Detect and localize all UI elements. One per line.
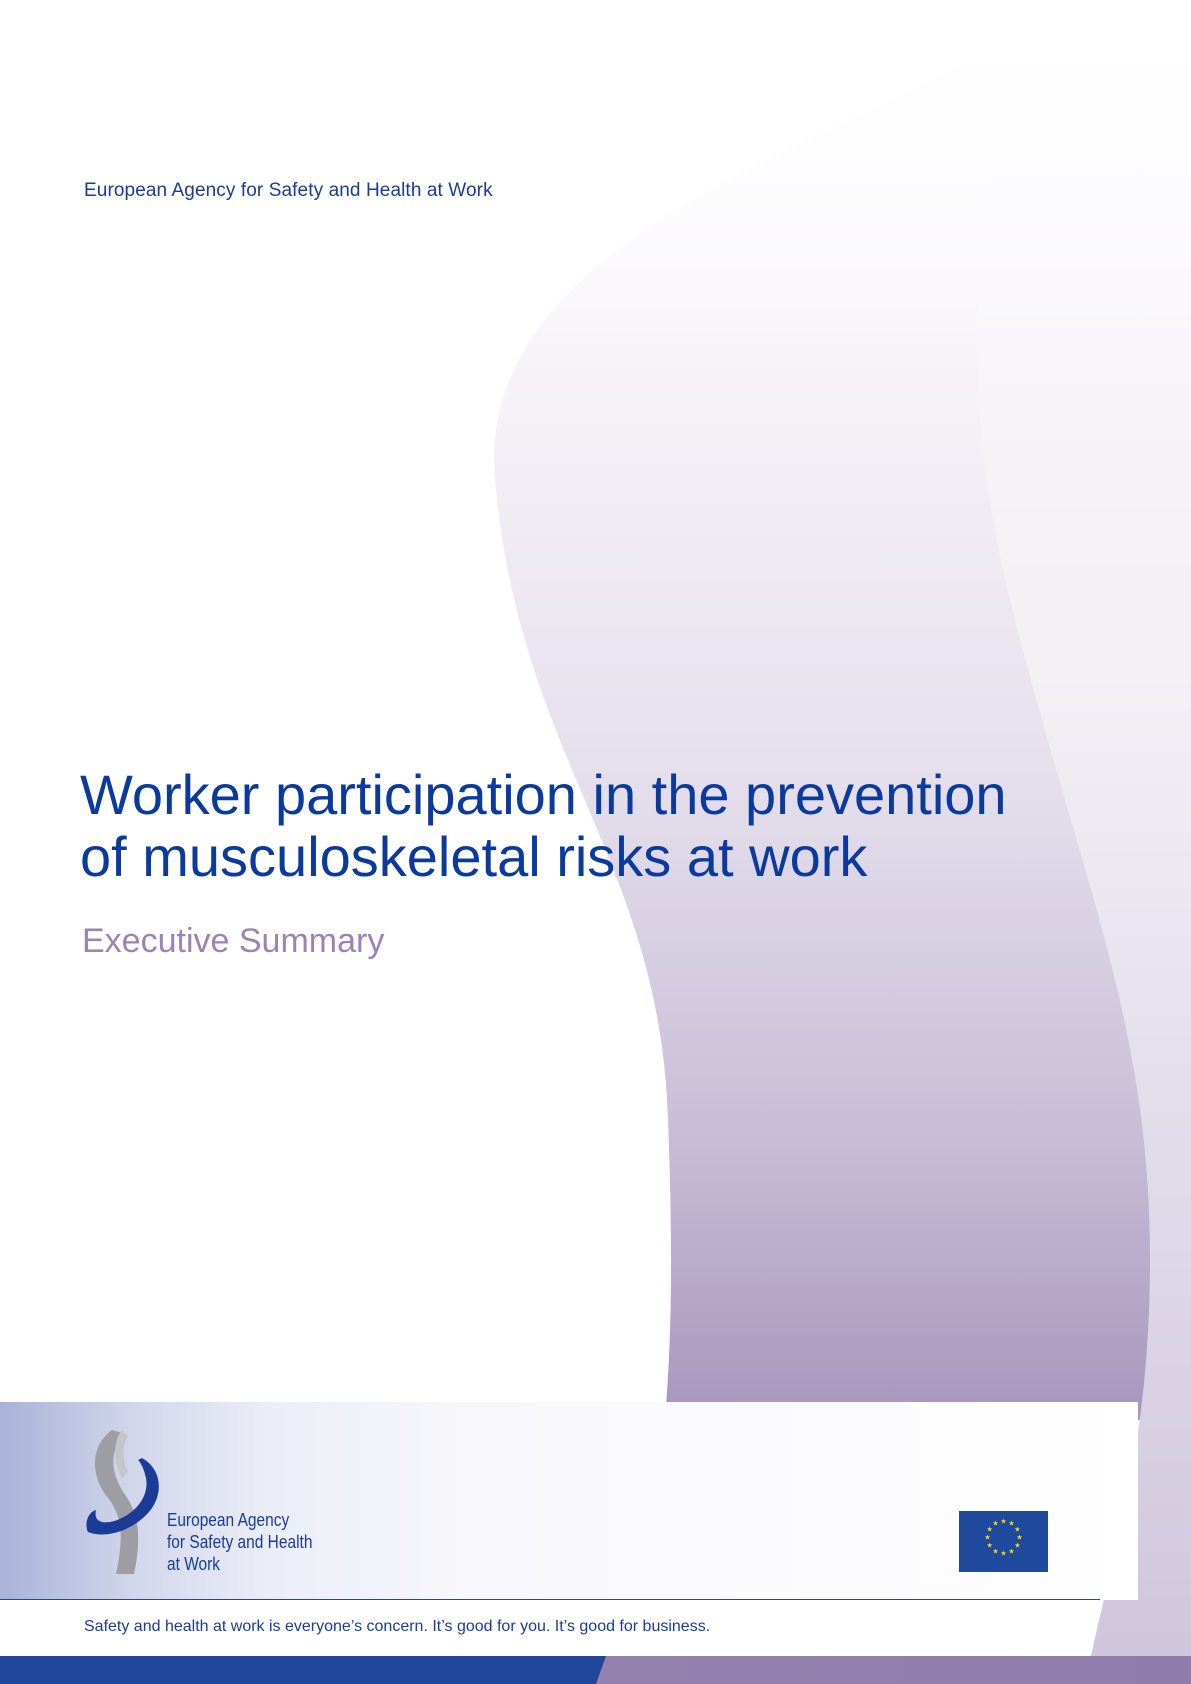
document-title-line-2: of musculoskeletal risks at work — [80, 825, 868, 888]
osha-logo-icon — [82, 1428, 168, 1576]
svg-text:★: ★ — [992, 1519, 999, 1528]
svg-text:★: ★ — [1016, 1533, 1023, 1542]
agency-header: European Agency for Safety and Health at Work — [84, 180, 493, 201]
document-title-line-1: Worker participation in the prevention — [80, 763, 1007, 826]
svg-text:★: ★ — [1008, 1547, 1015, 1556]
logo-text-line-3: at Work — [167, 1554, 221, 1574]
svg-text:★: ★ — [986, 1525, 993, 1534]
svg-text:★: ★ — [992, 1547, 999, 1556]
document-title — [80, 764, 1060, 888]
eu-flag-icon — [959, 1511, 1048, 1572]
footer-divider — [0, 1599, 1100, 1600]
svg-text:★: ★ — [1008, 1519, 1015, 1528]
svg-text:★: ★ — [1014, 1541, 1021, 1550]
document-subtitle: Executive Summary — [82, 922, 385, 960]
svg-text:★: ★ — [984, 1533, 991, 1542]
bottom-stripe — [0, 1656, 1191, 1684]
svg-text:★: ★ — [1000, 1517, 1007, 1526]
logo-text-line-2: for Safety and Health — [167, 1532, 313, 1552]
svg-text:★: ★ — [986, 1541, 993, 1550]
svg-text:★: ★ — [1014, 1525, 1021, 1534]
svg-text:★: ★ — [1000, 1549, 1007, 1558]
logo-text-line-1: European Agency — [167, 1510, 290, 1530]
osha-logo-text — [167, 1509, 312, 1575]
footer-slogan: Safety and health at work is everyone’s concern. It’s good for you. It’s good for business. — [84, 1618, 711, 1635]
